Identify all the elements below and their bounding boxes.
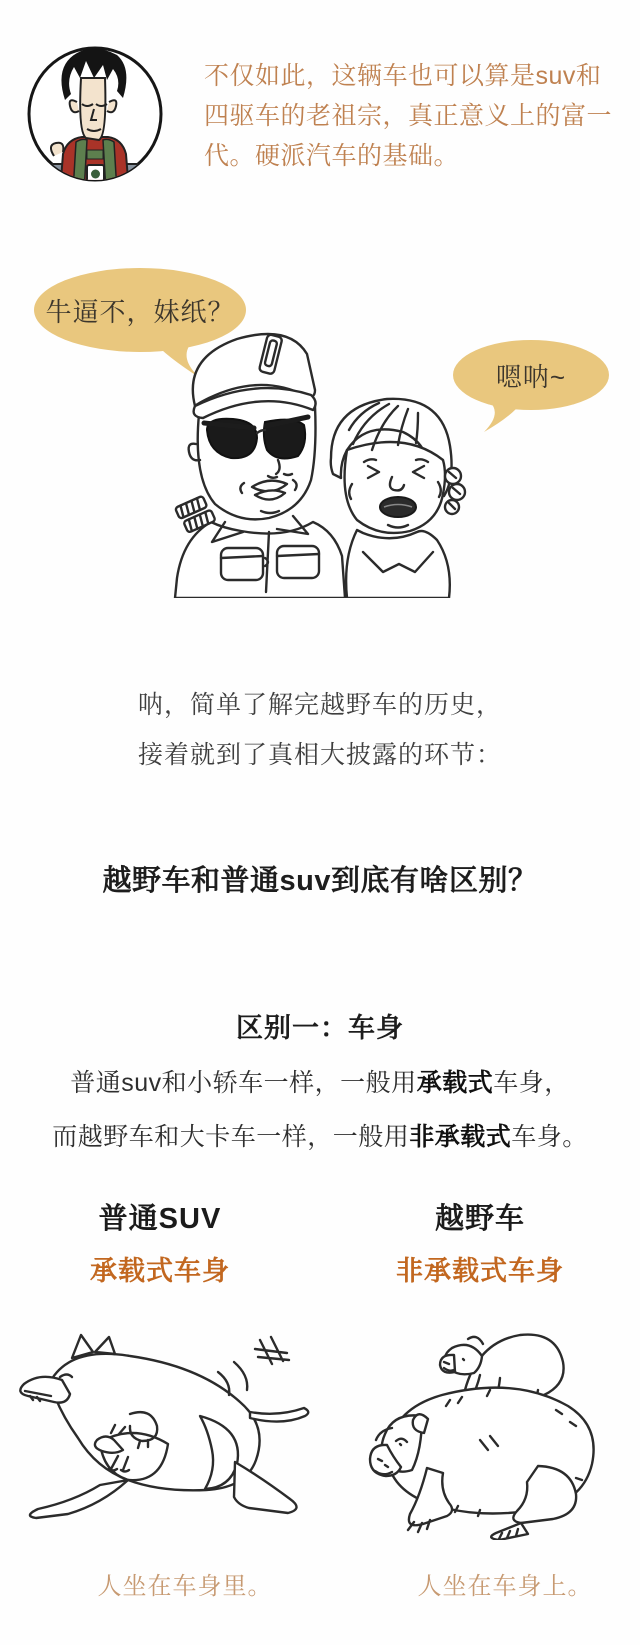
- speech-bubble-right-text: 嗯呐~: [495, 361, 567, 392]
- intro-text-line: 四驱车的老祖宗，真正意义上的富一: [204, 102, 613, 130]
- body-paragraph-line: [0, 1110, 640, 1164]
- para-bold-text: 非承载式: [409, 1123, 512, 1151]
- intro-text-line: 不仅如此，这辆车也可以算是suv和: [204, 62, 602, 90]
- body-paragraph: [0, 1056, 640, 1164]
- author-avatar: [24, 36, 166, 192]
- column-title: 普通SUV: [98, 1203, 222, 1235]
- kangaroo-illustration: [10, 1322, 310, 1544]
- para-text: 而越野车和大卡车一样，一般用: [52, 1123, 410, 1151]
- comparison-right-column: [320, 1196, 640, 1288]
- column-caption: 人坐在车身里。: [97, 1573, 273, 1600]
- intro-text: [204, 56, 614, 176]
- column-title: 越野车: [434, 1203, 525, 1235]
- soldier-and-girl-drawing: [165, 326, 500, 598]
- para-bold-text: 承载式: [416, 1069, 494, 1097]
- speech-bubble-left-text: 牛逼不，妹纸？: [45, 296, 235, 327]
- para-text: 普通suv和小轿车一样，一般用: [70, 1069, 417, 1097]
- author-avatar-illustration: [24, 36, 166, 192]
- narration-line: 呐，简单了解完越野车的历史，: [137, 691, 502, 719]
- column-caption: 人坐在车身上。: [417, 1573, 593, 1600]
- para-text: 车身，: [493, 1069, 570, 1097]
- question-heading: 越野车和普通suv到底有啥区别？: [102, 865, 538, 897]
- monkey-with-baby-drawing: [330, 1318, 630, 1540]
- column-subtitle: 承载式车身: [90, 1256, 230, 1286]
- para-text: 车身。: [511, 1123, 588, 1151]
- body-paragraph-line: [0, 1056, 640, 1110]
- kangaroo-with-joey-drawing: [10, 1322, 310, 1544]
- couple-illustration: [165, 326, 500, 598]
- intro-text-line: 代。硬派汽车的基础。: [204, 142, 460, 170]
- narration-line: 接着就到了真相大披露的环节：: [137, 741, 502, 769]
- column-subtitle: 非承载式车身: [396, 1256, 564, 1286]
- section-heading: 区别一：车身: [236, 1013, 404, 1043]
- narration-text: [0, 680, 640, 780]
- monkey-illustration: [330, 1318, 630, 1540]
- comparison-left-column: [0, 1196, 320, 1288]
